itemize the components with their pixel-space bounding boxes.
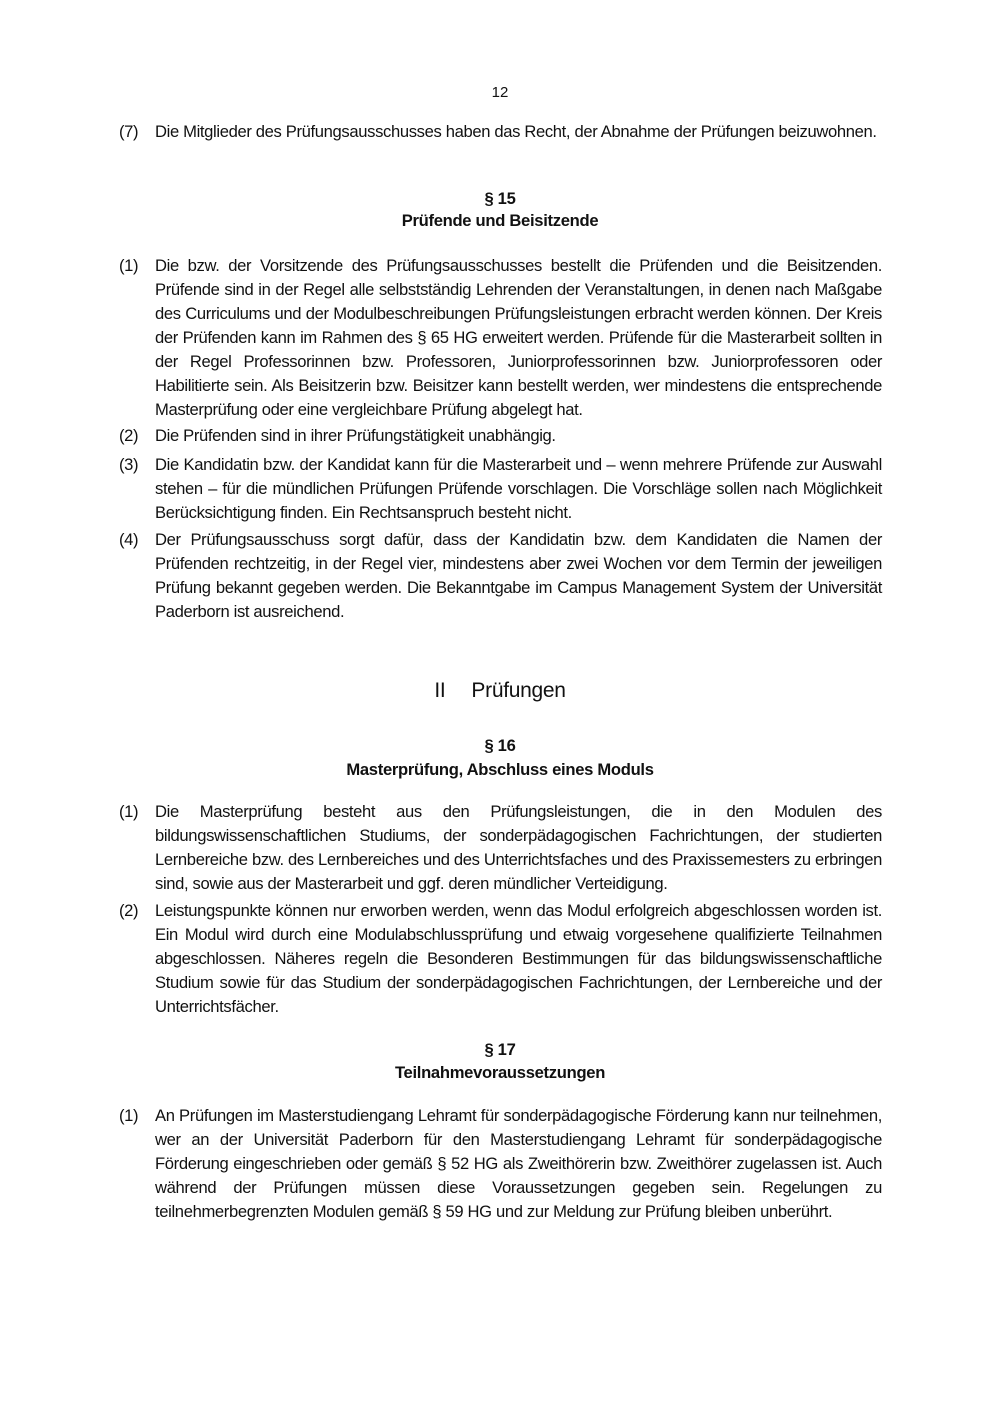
paragraph-text: Die Prüfenden sind in ihrer Prüfungstätigkeit unabhängig. <box>155 426 556 445</box>
page-number: 12 <box>491 84 509 101</box>
paragraph-7 <box>119 120 882 144</box>
paragraph-text: Leistungspunkte können nur erworben werden, wenn das Modul erfolgreich abgeschlossen worden ist. Ein Modul wird durch eine Modulabschlussprüfung und etwaig vorgesehene qualifizierte Teilnahmen abgeschlossen. Näheres regeln die Besonderen Bestimmungen für das bildungswissenschaftliche Studium sowie für das Studium der sonderpädagogischen Fachrichtungen, der Lernbereiche und der Unterrichtsfächer. <box>155 901 882 1016</box>
section-16-number: § 16 <box>484 736 516 755</box>
paragraph-text: Die Mitglieder des Prüfungsausschusses haben das Recht, der Abnahme der Prüfungen beizuwohnen. <box>155 122 877 141</box>
part-roman-numeral: II <box>434 679 446 702</box>
s15-paragraph-3 <box>119 453 882 525</box>
s16-paragraph-1 <box>119 800 882 896</box>
section-17-number: § 17 <box>484 1040 516 1059</box>
paragraph-text: Die Masterprüfung besteht aus den Prüfungsleistungen, die in den Modulen des bildungswissenschaftlichen Studiums, der sonderpädagogischen Fachrichtungen, der studierten Lernbereiche bzw. des Lernbereiches und des Unterrichtsfaches und des Praxissemesters zu erbringen sind, sowie aus der Masterarbeit und ggf. deren mündlicher Verteidigung. <box>155 802 882 893</box>
section-15-title: Prüfende und Beisitzende <box>401 211 599 230</box>
paragraph-number: (7) <box>119 122 139 141</box>
section-17-title: Teilnahmevoraussetzungen <box>394 1063 606 1082</box>
paragraph-number: (3) <box>119 455 139 474</box>
paragraph-number: (2) <box>119 426 139 445</box>
paragraph-number: (4) <box>119 530 139 549</box>
paragraph-text: Der Prüfungsausschuss sorgt dafür, dass der Kandidatin bzw. dem Kandidaten die Namen der Prüfenden rechtzeitig, in der Regel vier, mindestens aber zwei Wochen vor dem Termin der jeweiligen Prüfung bekannt gegeben werden. Die Bekanntgabe im Campus Management System der Universität Paderborn ist ausreichend. <box>155 530 882 621</box>
s16-paragraph-2 <box>119 899 882 1019</box>
s15-paragraph-1 <box>119 254 882 422</box>
paragraph-text: Die Kandidatin bzw. der Kandidat kann für die Masterarbeit und – wenn mehrere Prüfende zur Auswahl stehen – für die mündlichen Prüfungen Prüfende vorschlagen. Die Vorschläge sollen nach Möglichkeit Berücksichtigung finden. Ein Rechtsanspruch besteht nicht. <box>155 455 882 522</box>
s15-paragraph-2 <box>119 424 882 448</box>
part-title: Prüfungen <box>471 679 566 702</box>
s17-paragraph-1 <box>119 1104 882 1224</box>
s15-paragraph-4 <box>119 528 882 624</box>
paragraph-number: (2) <box>119 901 139 920</box>
paragraph-number: (1) <box>119 256 139 275</box>
paragraph-number: (1) <box>119 1106 139 1125</box>
section-16-title: Masterprüfung, Abschluss eines Moduls <box>346 760 654 779</box>
paragraph-number: (1) <box>119 802 139 821</box>
paragraph-text: Die bzw. der Vorsitzende des Prüfungsausschusses bestellt die Prüfenden und die Beisitzenden. Prüfende sind in der Regel alle selbstständig Lehrenden der Veranstaltungen, in denen nach Maßgabe des Curriculums und der Modulbeschreibungen Prüfungsleistungen erbracht werden können. Der Kreis der Prüfenden kann im Rahmen des § 65 HG erweitert werden. Prüfende für die Masterarbeit sollten in der Regel Professorinnen bzw. Professoren, Juniorprofessorinnen bzw. Juniorprofessoren oder Habilitierte sein. Als Beisitzerin bzw. Beisitzer kann bestellt werden, wer mindestens die entsprechende Masterprüfung oder eine vergleichbare Prüfung abgelegt hat. <box>155 256 882 419</box>
paragraph-text: An Prüfungen im Masterstudiengang Lehramt für sonderpädagogische Förderung kann nur teilnehmen, wer an der Universität Paderborn für den Masterstudiengang Lehramt für sonderpädagogische Förderung eingeschrieben oder gemäß § 52 HG als Zweithörerin bzw. Zweithörer zugelassen ist. Auch während der Prüfungen müssen diese Voraussetzungen gegeben sein. Regelungen zu teilnehmerbegrenzten Modulen gemäß § 59 HG und zur Meldung zur Prüfung bleiben unberührt. <box>155 1106 882 1221</box>
section-15-number: § 15 <box>484 189 516 208</box>
part-heading <box>0 677 1000 705</box>
